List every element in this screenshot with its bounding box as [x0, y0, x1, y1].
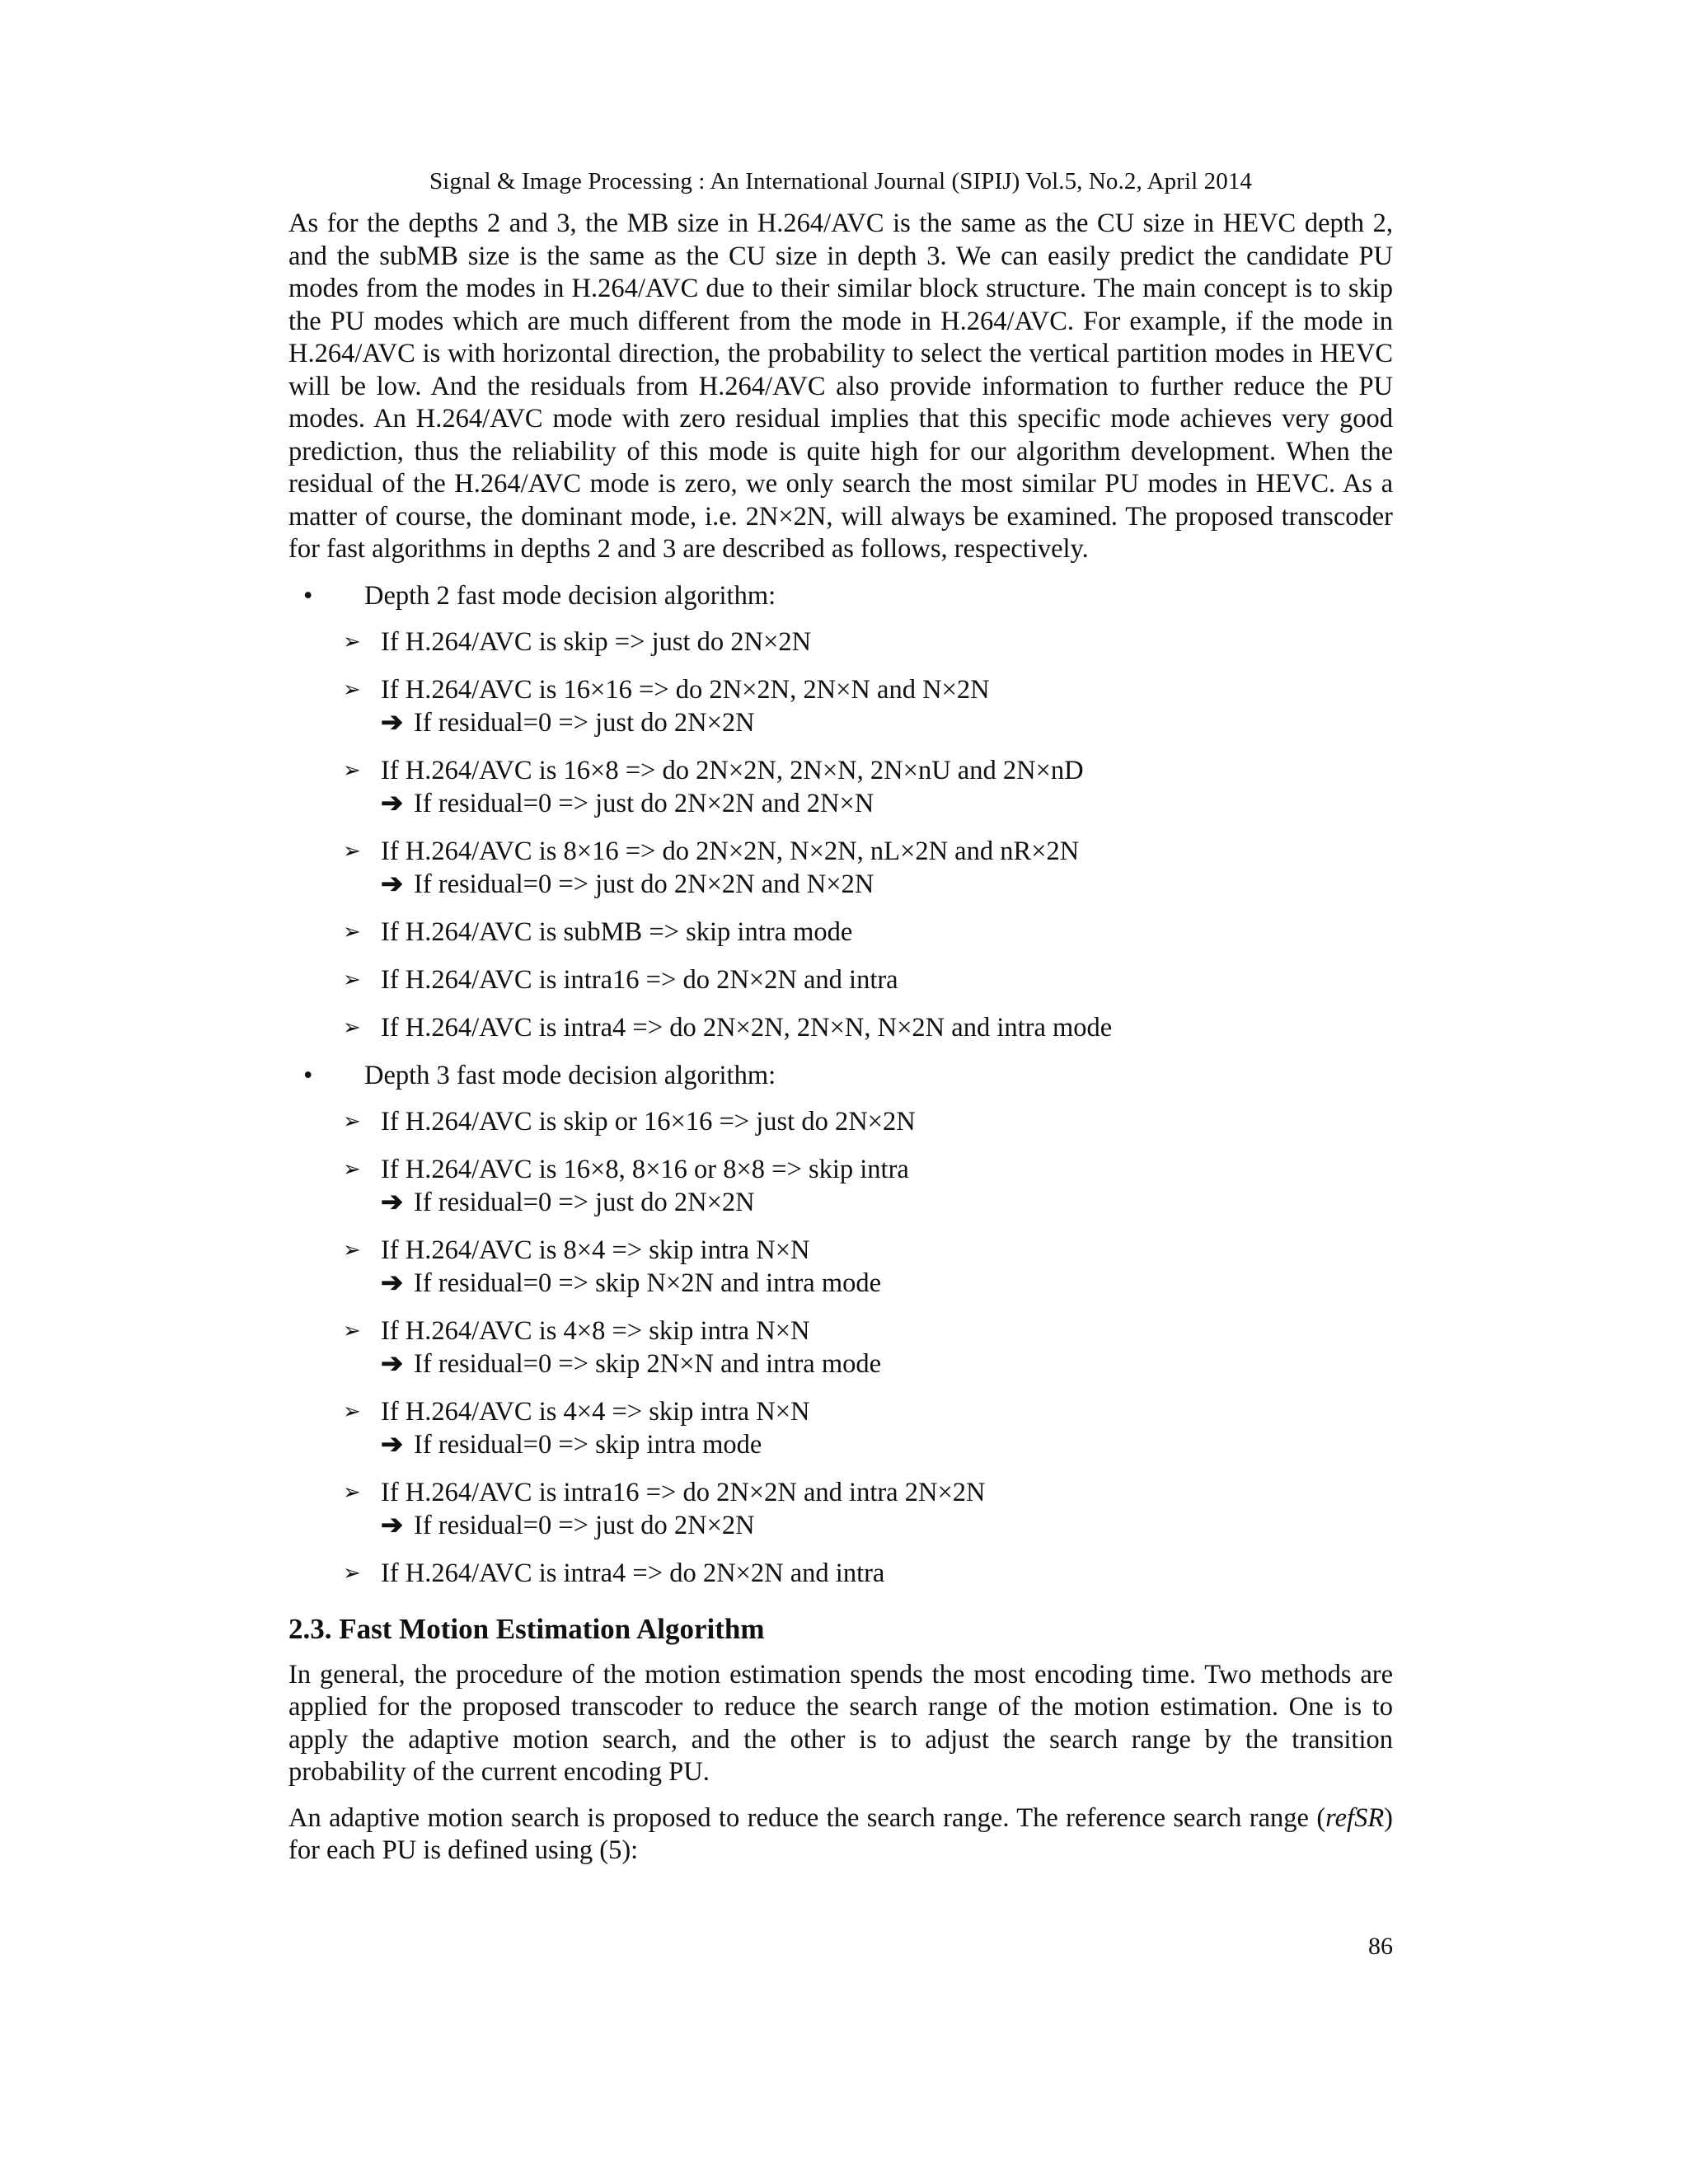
arrowhead-bullet-icon: ➢ — [343, 1399, 361, 1423]
page — [288, 165, 1393, 1881]
arrowhead-bullet-icon: ➢ — [343, 1108, 361, 1133]
right-arrow-icon: ➔ — [381, 1429, 404, 1460]
arrowhead-bullet-icon: ➢ — [343, 629, 361, 654]
sub-condition — [381, 1186, 1393, 1219]
sub-condition — [381, 1347, 1393, 1380]
paragraph-text: ) for each PU is defined using (5): — [288, 1802, 1393, 1865]
list-item — [288, 673, 1393, 739]
arrowhead-bullet-icon: ➢ — [343, 967, 361, 991]
list-item — [288, 754, 1393, 820]
list-item — [288, 1557, 1393, 1590]
list-item — [288, 626, 1393, 658]
list-item-text: If H.264/AVC is subMB => skip intra mode — [381, 916, 853, 947]
right-arrow-icon: ➔ — [381, 1187, 404, 1217]
list-item — [288, 916, 1393, 949]
list-item — [288, 1476, 1393, 1542]
sub-condition-text: If residual=0 => skip intra mode — [414, 1429, 762, 1460]
right-arrow-icon: ➔ — [381, 1268, 404, 1298]
sub-condition — [381, 868, 1393, 901]
bullet-icon: • — [303, 580, 313, 611]
arrowhead-bullet-icon: ➢ — [343, 1156, 361, 1181]
depth3-heading — [288, 1059, 1393, 1092]
list-item-text: If H.264/AVC is 16×8, 8×16 or 8×8 => skip intra — [381, 1154, 909, 1184]
arrowhead-bullet-icon: ➢ — [343, 1560, 361, 1585]
right-arrow-icon: ➔ — [381, 869, 404, 899]
page-number: 86 — [1368, 1933, 1393, 1960]
depth2-list — [288, 626, 1393, 1044]
arrowhead-bullet-icon: ➢ — [343, 1237, 361, 1262]
sub-condition-text: If residual=0 => just do 2N×2N — [414, 1187, 755, 1217]
section-paragraph-1: In general, the procedure of the motion estimation spends the most encoding time. Two methods are applied for the proposed transcoder to reduce the search range of the motion estimation. One is to apply the adaptive motion search, and the other is to adjust the search range by the transition probability of the current encoding PU. — [288, 1659, 1393, 1787]
list-item-text: If H.264/AVC is skip or 16×16 => just do 2N×2N — [381, 1106, 916, 1137]
list-item-text: If H.264/AVC is intra16 => do 2N×2N and intra 2N×2N — [381, 1477, 986, 1507]
list-item — [288, 1153, 1393, 1219]
list-item — [288, 963, 1393, 996]
section-title: 2.3. Fast Motion Estimation Algorithm — [288, 1612, 765, 1645]
list-item-text: If H.264/AVC is 16×8 => do 2N×2N, 2N×N, 2N×nU and 2N×nD — [381, 755, 1084, 785]
depth3-list — [288, 1105, 1393, 1590]
arrowhead-bullet-icon: ➢ — [343, 1318, 361, 1343]
sub-condition — [381, 787, 1393, 820]
sub-condition-text: If residual=0 => just do 2N×2N — [414, 1510, 755, 1540]
section-paragraph-2 — [288, 1802, 1393, 1868]
right-arrow-icon: ➔ — [381, 788, 404, 818]
list-item — [288, 1105, 1393, 1138]
arrowhead-bullet-icon: ➢ — [343, 1479, 361, 1504]
running-header: Signal & Image Processing : An International Journal (SIPIJ) Vol.5, No.2, April 2014 — [429, 168, 1253, 194]
right-arrow-icon: ➔ — [381, 707, 404, 738]
arrowhead-bullet-icon: ➢ — [343, 1015, 361, 1039]
sub-condition-text: If residual=0 => skip 2N×N and intra mode — [414, 1348, 882, 1379]
list-item-text: If H.264/AVC is 8×16 => do 2N×2N, N×2N, nL×2N and nR×2N — [381, 836, 1080, 866]
list-item-text: If H.264/AVC is intra4 => do 2N×2N and intra — [381, 1558, 885, 1588]
sub-condition-text: If residual=0 => skip N×2N and intra mode — [414, 1268, 882, 1298]
paragraph-text: An adaptive motion search is proposed to reduce the search range. The reference search range ( — [288, 1802, 1326, 1833]
sub-condition — [381, 706, 1393, 739]
sub-condition — [381, 1267, 1393, 1300]
right-arrow-icon: ➔ — [381, 1510, 404, 1540]
arrowhead-bullet-icon: ➢ — [343, 838, 361, 863]
list-item-text: If H.264/AVC is intra16 => do 2N×2N and intra — [381, 964, 898, 995]
refsr-term: refSR — [1325, 1802, 1385, 1833]
depth3-title: Depth 3 fast mode decision algorithm: — [364, 1060, 776, 1090]
list-item — [288, 1011, 1393, 1044]
arrowhead-bullet-icon: ➢ — [343, 757, 361, 782]
depth2-title: Depth 2 fast mode decision algorithm: — [364, 580, 776, 611]
list-item — [288, 835, 1393, 901]
list-item-text: If H.264/AVC is intra4 => do 2N×2N, 2N×N, N×2N and intra mode — [381, 1012, 1113, 1043]
list-item-text: If H.264/AVC is 4×8 => skip intra N×N — [381, 1315, 810, 1346]
bullet-icon: • — [303, 1060, 313, 1090]
sub-condition-text: If residual=0 => just do 2N×2N — [414, 707, 755, 738]
sub-condition-text: If residual=0 => just do 2N×2N and 2N×N — [414, 788, 874, 818]
arrowhead-bullet-icon: ➢ — [343, 919, 361, 944]
list-item — [288, 1395, 1393, 1461]
list-item-text: If H.264/AVC is 4×4 => skip intra N×N — [381, 1396, 810, 1427]
list-item — [288, 1234, 1393, 1300]
list-item-text: If H.264/AVC is 8×4 => skip intra N×N — [381, 1235, 810, 1265]
intro-paragraph: As for the depths 2 and 3, the MB size in H.264/AVC is the same as the CU size in HEVC depth 2, and the subMB size is the same as the CU size in depth 3. We can easily predict the candidate PU modes from the modes in H.264/AVC due to their similar block structure. The main concept is to skip the PU modes which are much different from the mode in H.264/AVC. For example, if the mode in H.264/AVC is with horizontal direction, the probability to select the vertical partition modes in HEVC will be low. And the residuals from H.264/AVC also provide information to further reduce the PU modes. An H.264/AVC mode with zero residual implies that this specific mode achieves very good prediction, thus the reliability of this mode is quite high for our algorithm development. When the residual of the H.264/AVC mode is zero, we only search the most similar PU modes in HEVC. As a matter of course, the dominant mode, i.e. 2N×2N, will always be examined. The proposed transcoder for fast algorithms in depths 2 and 3 are described as follows, respectively. — [288, 209, 1393, 564]
sub-condition — [381, 1509, 1393, 1542]
list-item-text: If H.264/AVC is 16×16 => do 2N×2N, 2N×N and N×2N — [381, 674, 990, 705]
list-item — [288, 1315, 1393, 1380]
sub-condition — [381, 1428, 1393, 1461]
arrowhead-bullet-icon: ➢ — [343, 677, 361, 701]
right-arrow-icon: ➔ — [381, 1348, 404, 1379]
depth2-heading — [288, 579, 1393, 612]
sub-condition-text: If residual=0 => just do 2N×2N and N×2N — [414, 869, 874, 899]
list-item-text: If H.264/AVC is skip => just do 2N×2N — [381, 626, 812, 657]
